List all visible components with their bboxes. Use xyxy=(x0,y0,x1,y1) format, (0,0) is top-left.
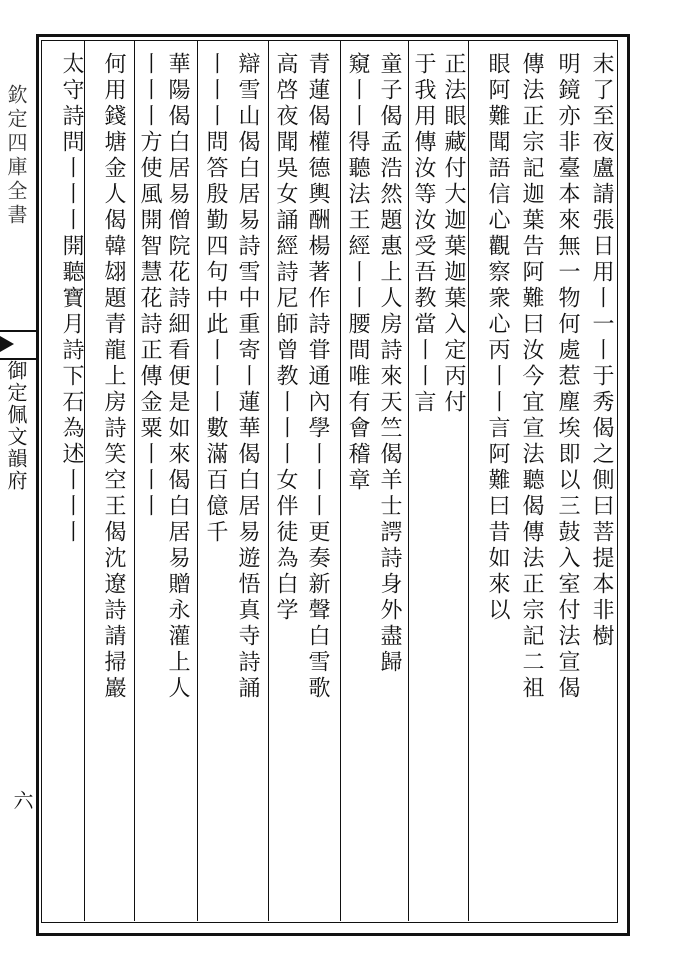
book-title: 欽定四庫全書 xyxy=(4,84,28,228)
column-rule xyxy=(468,40,469,921)
column-rule xyxy=(408,40,409,921)
column-rule xyxy=(134,40,135,921)
margin-strip xyxy=(0,40,38,921)
text-column-3: 傳法正宗記迦葉告阿難曰汝今宜宣法聽偈傳法正宗記二祖 xyxy=(519,52,544,702)
text-column-6: 于我用傳汝等汝受吾教當丨丨言 xyxy=(411,52,436,416)
text-column-16: 太守詩問丨丨丨開聽寶月詩下石為述丨丨丨 xyxy=(59,52,84,546)
text-column-1: 末了至夜盧請張日用丨一丨于秀偈之側曰菩提本非樹 xyxy=(589,52,614,650)
text-column-11: 辯雪山偈白居易詩雪中重寄丨蓮華偈白居易遊悟真寺詩誦 xyxy=(235,52,260,702)
text-column-13: 華陽偈白居易僧院花詩細看便是如來偈白居易贈永灌上人 xyxy=(165,52,190,702)
column-rule xyxy=(197,40,198,921)
page-number: 六 xyxy=(10,790,34,810)
text-column-8: 窺丨丨得聽法王經丨丨腰間唯有會稽章 xyxy=(345,52,370,494)
text-column-15: 何用錢塘金人偈韓翃題青龍上房詩笑空王偈沈遼詩請掃巖 xyxy=(101,52,126,702)
text-column-12: 丨丨丨問答殷勤四句中此丨丨丨數滿百億千 xyxy=(203,52,228,546)
text-column-14: 丨丨丨方使風開智慧花詩正傳金粟丨丨丨 xyxy=(137,52,162,520)
column-rule xyxy=(268,40,269,921)
column-rule xyxy=(340,40,341,921)
fishtail-ornament xyxy=(0,330,36,360)
text-column-7: 童子偈孟浩然題惠上人房詩來天竺偈羊士諤詩身外盡歸 xyxy=(377,52,402,676)
text-column-5: 正法眼藏付大迦葉迦葉入定丙付 xyxy=(441,52,466,416)
section-title: 御定佩文韻府 xyxy=(4,360,28,492)
text-column-10: 高啓夜聞吳女誦經詩尼師曾教丨丨丨女伴徒為白学 xyxy=(273,52,298,624)
column-rule xyxy=(84,40,85,921)
text-column-4: 眼阿難聞語信心觀察衆心丙丨丨言阿難曰昔如來以 xyxy=(485,52,510,624)
text-column-9: 青蓮偈權德輿酬楊著作詩甞通內學丨丨丨更奏新聲白雪歌 xyxy=(305,52,330,702)
text-column-2: 明鏡亦非臺本來無一物何處惹塵埃即以三鼓入室付法宣偈 xyxy=(555,52,580,702)
